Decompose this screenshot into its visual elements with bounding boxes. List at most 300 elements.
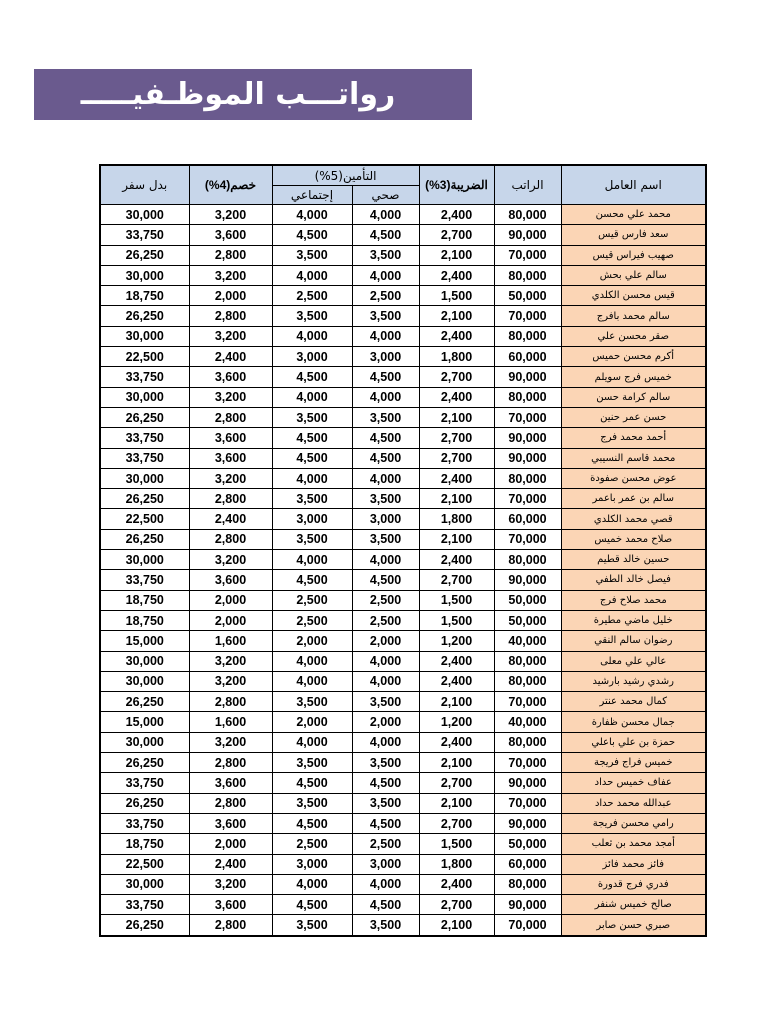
health-insurance-cell: 4,000 xyxy=(352,651,419,671)
travel-allowance-cell: 30,000 xyxy=(100,732,189,752)
employee-name: رامي محسن فريجة xyxy=(561,813,706,833)
employee-name: قيس محسن الكلدي xyxy=(561,286,706,306)
social-insurance-cell: 2,500 xyxy=(272,286,352,306)
social-insurance-cell: 3,500 xyxy=(272,753,352,773)
salary-cell: 60,000 xyxy=(494,854,561,874)
employee-name: سالم علي بحش xyxy=(561,265,706,285)
tax-cell: 2,400 xyxy=(419,550,494,570)
travel-allowance-cell: 30,000 xyxy=(100,205,189,225)
health-insurance-cell: 2,500 xyxy=(352,590,419,610)
travel-allowance-cell: 26,250 xyxy=(100,407,189,427)
social-insurance-cell: 4,000 xyxy=(272,265,352,285)
health-insurance-cell: 2,000 xyxy=(352,712,419,732)
table-body xyxy=(100,205,706,936)
discount-cell: 3,600 xyxy=(189,367,272,387)
salary-cell: 80,000 xyxy=(494,265,561,285)
tax-cell: 1,800 xyxy=(419,509,494,529)
travel-allowance-cell: 33,750 xyxy=(100,813,189,833)
salary-cell: 90,000 xyxy=(494,773,561,793)
discount-cell: 2,000 xyxy=(189,610,272,630)
header-insurance: التأمين(5%) xyxy=(272,165,419,186)
table-row xyxy=(100,610,706,630)
health-insurance-cell: 2,500 xyxy=(352,834,419,854)
discount-cell: 3,200 xyxy=(189,387,272,407)
health-insurance-cell: 3,500 xyxy=(352,529,419,549)
travel-allowance-cell: 15,000 xyxy=(100,631,189,651)
tax-cell: 2,700 xyxy=(419,895,494,915)
social-insurance-cell: 4,500 xyxy=(272,448,352,468)
travel-allowance-cell: 26,250 xyxy=(100,692,189,712)
tax-cell: 2,400 xyxy=(419,265,494,285)
table-row xyxy=(100,834,706,854)
salary-cell: 90,000 xyxy=(494,367,561,387)
salary-cell: 80,000 xyxy=(494,550,561,570)
tax-cell: 1,500 xyxy=(419,286,494,306)
social-insurance-cell: 4,500 xyxy=(272,367,352,387)
social-insurance-cell: 3,500 xyxy=(272,529,352,549)
health-insurance-cell: 3,500 xyxy=(352,692,419,712)
employee-name: قصي محمد الكلدي xyxy=(561,509,706,529)
travel-allowance-cell: 26,250 xyxy=(100,529,189,549)
social-insurance-cell: 4,500 xyxy=(272,428,352,448)
discount-cell: 1,600 xyxy=(189,712,272,732)
table-row xyxy=(100,265,706,285)
table-row xyxy=(100,468,706,488)
employee-name: محمد صلاح فرج xyxy=(561,590,706,610)
employee-name: عفاف خميس حداد xyxy=(561,773,706,793)
travel-allowance-cell: 33,750 xyxy=(100,225,189,245)
employee-name: أكرم محسن حميس xyxy=(561,347,706,367)
salary-cell: 90,000 xyxy=(494,570,561,590)
travel-allowance-cell: 15,000 xyxy=(100,712,189,732)
table-row xyxy=(100,793,706,813)
employee-name: رضوان سالم النقي xyxy=(561,631,706,651)
employee-name: أحمد محمد فرج xyxy=(561,428,706,448)
table-row xyxy=(100,692,706,712)
salary-cell: 70,000 xyxy=(494,793,561,813)
discount-cell: 3,600 xyxy=(189,570,272,590)
salary-cell: 70,000 xyxy=(494,489,561,509)
salary-cell: 80,000 xyxy=(494,326,561,346)
health-insurance-cell: 4,500 xyxy=(352,448,419,468)
salary-cell: 50,000 xyxy=(494,286,561,306)
discount-cell: 3,200 xyxy=(189,732,272,752)
health-insurance-cell: 4,000 xyxy=(352,550,419,570)
discount-cell: 1,600 xyxy=(189,631,272,651)
social-insurance-cell: 4,000 xyxy=(272,205,352,225)
discount-cell: 3,600 xyxy=(189,448,272,468)
social-insurance-cell: 2,500 xyxy=(272,834,352,854)
tax-cell: 2,400 xyxy=(419,651,494,671)
discount-cell: 3,200 xyxy=(189,874,272,894)
salary-cell: 40,000 xyxy=(494,712,561,732)
table-row xyxy=(100,631,706,651)
table-row xyxy=(100,245,706,265)
tax-cell: 2,400 xyxy=(419,732,494,752)
travel-allowance-cell: 30,000 xyxy=(100,651,189,671)
table-row xyxy=(100,407,706,427)
tax-cell: 2,700 xyxy=(419,448,494,468)
employee-name: عوض محسن صفودة xyxy=(561,468,706,488)
social-insurance-cell: 4,500 xyxy=(272,773,352,793)
title-banner xyxy=(34,69,472,120)
header-name: اسم العامل xyxy=(561,165,706,205)
salary-cell: 70,000 xyxy=(494,753,561,773)
social-insurance-cell: 3,500 xyxy=(272,915,352,936)
discount-cell: 3,200 xyxy=(189,468,272,488)
page-title: رواتـــب الموظـفيـــــ xyxy=(80,77,396,112)
social-insurance-cell: 4,000 xyxy=(272,468,352,488)
health-insurance-cell: 2,500 xyxy=(352,286,419,306)
employee-name: سالم محمد بافرج xyxy=(561,306,706,326)
social-insurance-cell: 3,000 xyxy=(272,509,352,529)
health-insurance-cell: 4,500 xyxy=(352,570,419,590)
employee-name: سالم كرامة حسن xyxy=(561,387,706,407)
salary-cell: 90,000 xyxy=(494,448,561,468)
header-tax: الضريبة(3%) xyxy=(419,165,494,205)
health-insurance-cell: 3,500 xyxy=(352,915,419,936)
header-discount: خصم(4%) xyxy=(189,165,272,205)
tax-cell: 2,100 xyxy=(419,793,494,813)
salary-cell: 70,000 xyxy=(494,407,561,427)
discount-cell: 2,800 xyxy=(189,793,272,813)
travel-allowance-cell: 30,000 xyxy=(100,671,189,691)
social-insurance-cell: 3,500 xyxy=(272,407,352,427)
tax-cell: 1,500 xyxy=(419,834,494,854)
social-insurance-cell: 4,500 xyxy=(272,570,352,590)
table-row xyxy=(100,732,706,752)
employee-name: سالم بن عمر باعمر xyxy=(561,489,706,509)
discount-cell: 3,200 xyxy=(189,550,272,570)
discount-cell: 3,600 xyxy=(189,813,272,833)
table-row xyxy=(100,286,706,306)
table-row xyxy=(100,489,706,509)
header-salary: الراتب xyxy=(494,165,561,205)
tax-cell: 1,500 xyxy=(419,610,494,630)
travel-allowance-cell: 26,250 xyxy=(100,489,189,509)
health-insurance-cell: 4,500 xyxy=(352,773,419,793)
travel-allowance-cell: 30,000 xyxy=(100,265,189,285)
travel-allowance-cell: 33,750 xyxy=(100,570,189,590)
tax-cell: 2,100 xyxy=(419,306,494,326)
health-insurance-cell: 3,000 xyxy=(352,509,419,529)
tax-cell: 2,100 xyxy=(419,915,494,936)
salary-cell: 80,000 xyxy=(494,205,561,225)
discount-cell: 3,200 xyxy=(189,651,272,671)
table-row xyxy=(100,895,706,915)
table-row xyxy=(100,712,706,732)
travel-allowance-cell: 33,750 xyxy=(100,367,189,387)
employee-name: صلاح محمد خميس xyxy=(561,529,706,549)
discount-cell: 2,800 xyxy=(189,915,272,936)
employee-name: خميس فرج سويلم xyxy=(561,367,706,387)
tax-cell: 2,700 xyxy=(419,570,494,590)
travel-allowance-cell: 18,750 xyxy=(100,286,189,306)
employee-name: عبدالله محمد حداد xyxy=(561,793,706,813)
travel-allowance-cell: 33,750 xyxy=(100,448,189,468)
travel-allowance-cell: 22,500 xyxy=(100,347,189,367)
travel-allowance-cell: 30,000 xyxy=(100,387,189,407)
tax-cell: 1,200 xyxy=(419,712,494,732)
health-insurance-cell: 3,500 xyxy=(352,489,419,509)
tax-cell: 2,100 xyxy=(419,245,494,265)
health-insurance-cell: 2,000 xyxy=(352,631,419,651)
discount-cell: 2,800 xyxy=(189,306,272,326)
discount-cell: 3,600 xyxy=(189,773,272,793)
salary-cell: 60,000 xyxy=(494,347,561,367)
tax-cell: 2,100 xyxy=(419,753,494,773)
table-row xyxy=(100,306,706,326)
tax-cell: 2,400 xyxy=(419,326,494,346)
employee-name: سعد فارس قيس xyxy=(561,225,706,245)
discount-cell: 2,400 xyxy=(189,854,272,874)
social-insurance-cell: 2,500 xyxy=(272,610,352,630)
health-insurance-cell: 3,500 xyxy=(352,753,419,773)
employee-name: فائز محمد فائز xyxy=(561,854,706,874)
health-insurance-cell: 4,000 xyxy=(352,387,419,407)
discount-cell: 3,200 xyxy=(189,205,272,225)
table-row xyxy=(100,753,706,773)
salary-cell: 80,000 xyxy=(494,468,561,488)
employee-name: أمجد محمد بن ثعلب xyxy=(561,834,706,854)
social-insurance-cell: 3,500 xyxy=(272,245,352,265)
discount-cell: 3,200 xyxy=(189,265,272,285)
health-insurance-cell: 4,000 xyxy=(352,326,419,346)
discount-cell: 2,000 xyxy=(189,590,272,610)
health-insurance-cell: 4,000 xyxy=(352,732,419,752)
health-insurance-cell: 4,000 xyxy=(352,468,419,488)
discount-cell: 2,800 xyxy=(189,753,272,773)
health-insurance-cell: 4,500 xyxy=(352,813,419,833)
social-insurance-cell: 2,000 xyxy=(272,631,352,651)
travel-allowance-cell: 26,250 xyxy=(100,753,189,773)
health-insurance-cell: 3,500 xyxy=(352,245,419,265)
social-insurance-cell: 4,000 xyxy=(272,550,352,570)
discount-cell: 2,400 xyxy=(189,347,272,367)
travel-allowance-cell: 26,250 xyxy=(100,793,189,813)
travel-allowance-cell: 26,250 xyxy=(100,306,189,326)
table-row xyxy=(100,367,706,387)
salary-cell: 80,000 xyxy=(494,387,561,407)
salary-cell: 60,000 xyxy=(494,509,561,529)
tax-cell: 1,200 xyxy=(419,631,494,651)
social-insurance-cell: 4,500 xyxy=(272,895,352,915)
health-insurance-cell: 4,500 xyxy=(352,367,419,387)
header-social: إجتماعي xyxy=(272,186,352,205)
table-row xyxy=(100,509,706,529)
table-row xyxy=(100,671,706,691)
employee-name: محمد علي محسن xyxy=(561,205,706,225)
table-row xyxy=(100,813,706,833)
health-insurance-cell: 3,500 xyxy=(352,306,419,326)
salary-cell: 90,000 xyxy=(494,428,561,448)
travel-allowance-cell: 30,000 xyxy=(100,874,189,894)
employee-name: كمال محمد عنتر xyxy=(561,692,706,712)
discount-cell: 2,000 xyxy=(189,286,272,306)
tax-cell: 2,100 xyxy=(419,692,494,712)
salary-cell: 70,000 xyxy=(494,529,561,549)
table-row xyxy=(100,326,706,346)
table-row xyxy=(100,347,706,367)
employee-name: عالي علي معلى xyxy=(561,651,706,671)
social-insurance-cell: 4,000 xyxy=(272,874,352,894)
health-insurance-cell: 4,000 xyxy=(352,205,419,225)
salary-cell: 80,000 xyxy=(494,874,561,894)
health-insurance-cell: 4,000 xyxy=(352,265,419,285)
health-insurance-cell: 4,500 xyxy=(352,428,419,448)
employee-name: صالح خميس شنفر xyxy=(561,895,706,915)
health-insurance-cell: 3,000 xyxy=(352,347,419,367)
salary-cell: 50,000 xyxy=(494,834,561,854)
employee-name: خليل ماضي مطيرة xyxy=(561,610,706,630)
health-insurance-cell: 3,500 xyxy=(352,407,419,427)
discount-cell: 3,600 xyxy=(189,895,272,915)
travel-allowance-cell: 33,750 xyxy=(100,773,189,793)
discount-cell: 3,600 xyxy=(189,225,272,245)
discount-cell: 2,800 xyxy=(189,245,272,265)
salary-cell: 50,000 xyxy=(494,590,561,610)
health-insurance-cell: 4,500 xyxy=(352,225,419,245)
tax-cell: 2,700 xyxy=(419,813,494,833)
tax-cell: 2,400 xyxy=(419,205,494,225)
social-insurance-cell: 3,500 xyxy=(272,306,352,326)
header-travel: بدل سفر xyxy=(100,165,189,205)
header-health: صحي xyxy=(352,186,419,205)
salary-cell: 70,000 xyxy=(494,915,561,936)
salary-cell: 70,000 xyxy=(494,692,561,712)
employee-name: فدري فرج قدورة xyxy=(561,874,706,894)
table-row xyxy=(100,387,706,407)
social-insurance-cell: 4,000 xyxy=(272,326,352,346)
travel-allowance-cell: 18,750 xyxy=(100,834,189,854)
discount-cell: 2,800 xyxy=(189,692,272,712)
travel-allowance-cell: 33,750 xyxy=(100,428,189,448)
employee-name: محمد قاسم النسيبي xyxy=(561,448,706,468)
travel-allowance-cell: 30,000 xyxy=(100,550,189,570)
salary-cell: 90,000 xyxy=(494,895,561,915)
discount-cell: 3,200 xyxy=(189,326,272,346)
social-insurance-cell: 3,500 xyxy=(272,692,352,712)
discount-cell: 2,000 xyxy=(189,834,272,854)
discount-cell: 2,800 xyxy=(189,489,272,509)
social-insurance-cell: 3,500 xyxy=(272,793,352,813)
tax-cell: 2,100 xyxy=(419,407,494,427)
social-insurance-cell: 4,000 xyxy=(272,651,352,671)
tax-cell: 2,400 xyxy=(419,387,494,407)
table-row xyxy=(100,428,706,448)
travel-allowance-cell: 30,000 xyxy=(100,326,189,346)
social-insurance-cell: 4,000 xyxy=(272,671,352,691)
table-row xyxy=(100,205,706,225)
table-row xyxy=(100,651,706,671)
table-row xyxy=(100,874,706,894)
salary-cell: 40,000 xyxy=(494,631,561,651)
social-insurance-cell: 3,000 xyxy=(272,347,352,367)
social-insurance-cell: 4,500 xyxy=(272,225,352,245)
salary-cell: 80,000 xyxy=(494,671,561,691)
employee-name: صقر محسن علي xyxy=(561,326,706,346)
travel-allowance-cell: 26,250 xyxy=(100,245,189,265)
table-row xyxy=(100,529,706,549)
tax-cell: 2,400 xyxy=(419,468,494,488)
tax-cell: 2,100 xyxy=(419,489,494,509)
salary-cell: 80,000 xyxy=(494,732,561,752)
tax-cell: 2,700 xyxy=(419,225,494,245)
tax-cell: 2,700 xyxy=(419,428,494,448)
table-row xyxy=(100,915,706,936)
employee-name: حسين خالد قطيم xyxy=(561,550,706,570)
health-insurance-cell: 2,500 xyxy=(352,610,419,630)
employee-name: فيصل خالد الطفي xyxy=(561,570,706,590)
employee-name: رشدي رشيد بارشيد xyxy=(561,671,706,691)
travel-allowance-cell: 22,500 xyxy=(100,854,189,874)
health-insurance-cell: 3,500 xyxy=(352,793,419,813)
travel-allowance-cell: 30,000 xyxy=(100,468,189,488)
social-insurance-cell: 4,000 xyxy=(272,732,352,752)
table-row xyxy=(100,225,706,245)
tax-cell: 2,700 xyxy=(419,367,494,387)
tax-cell: 2,400 xyxy=(419,874,494,894)
tax-cell: 1,800 xyxy=(419,347,494,367)
table-row xyxy=(100,854,706,874)
table-row xyxy=(100,773,706,793)
social-insurance-cell: 2,500 xyxy=(272,590,352,610)
table-row xyxy=(100,590,706,610)
table-row xyxy=(100,550,706,570)
discount-cell: 2,800 xyxy=(189,529,272,549)
tax-cell: 2,100 xyxy=(419,529,494,549)
social-insurance-cell: 3,500 xyxy=(272,489,352,509)
salary-cell: 70,000 xyxy=(494,306,561,326)
social-insurance-cell: 2,000 xyxy=(272,712,352,732)
salary-cell: 50,000 xyxy=(494,610,561,630)
tax-cell: 1,800 xyxy=(419,854,494,874)
salary-cell: 90,000 xyxy=(494,813,561,833)
discount-cell: 3,200 xyxy=(189,671,272,691)
social-insurance-cell: 3,000 xyxy=(272,854,352,874)
employee-name: جمال محسن ظفارة xyxy=(561,712,706,732)
employee-name: خميس فراج فريجة xyxy=(561,753,706,773)
travel-allowance-cell: 18,750 xyxy=(100,610,189,630)
travel-allowance-cell: 26,250 xyxy=(100,915,189,936)
travel-allowance-cell: 22,500 xyxy=(100,509,189,529)
employee-name: صهيب فيراس قيس xyxy=(561,245,706,265)
table-row xyxy=(100,570,706,590)
salaries-table xyxy=(99,164,707,937)
social-insurance-cell: 4,500 xyxy=(272,813,352,833)
health-insurance-cell: 3,000 xyxy=(352,854,419,874)
tax-cell: 2,700 xyxy=(419,773,494,793)
salary-cell: 90,000 xyxy=(494,225,561,245)
travel-allowance-cell: 33,750 xyxy=(100,895,189,915)
salary-cell: 80,000 xyxy=(494,651,561,671)
travel-allowance-cell: 18,750 xyxy=(100,590,189,610)
health-insurance-cell: 4,000 xyxy=(352,671,419,691)
salary-cell: 70,000 xyxy=(494,245,561,265)
health-insurance-cell: 4,000 xyxy=(352,874,419,894)
employee-name: حمزة بن علي باعلي xyxy=(561,732,706,752)
discount-cell: 2,400 xyxy=(189,509,272,529)
social-insurance-cell: 4,000 xyxy=(272,387,352,407)
discount-cell: 2,800 xyxy=(189,407,272,427)
discount-cell: 3,600 xyxy=(189,428,272,448)
employee-name: حسن عمر حنين xyxy=(561,407,706,427)
tax-cell: 1,500 xyxy=(419,590,494,610)
table-row xyxy=(100,448,706,468)
employee-name: صبري حسن صابر xyxy=(561,915,706,936)
tax-cell: 2,400 xyxy=(419,671,494,691)
health-insurance-cell: 4,500 xyxy=(352,895,419,915)
